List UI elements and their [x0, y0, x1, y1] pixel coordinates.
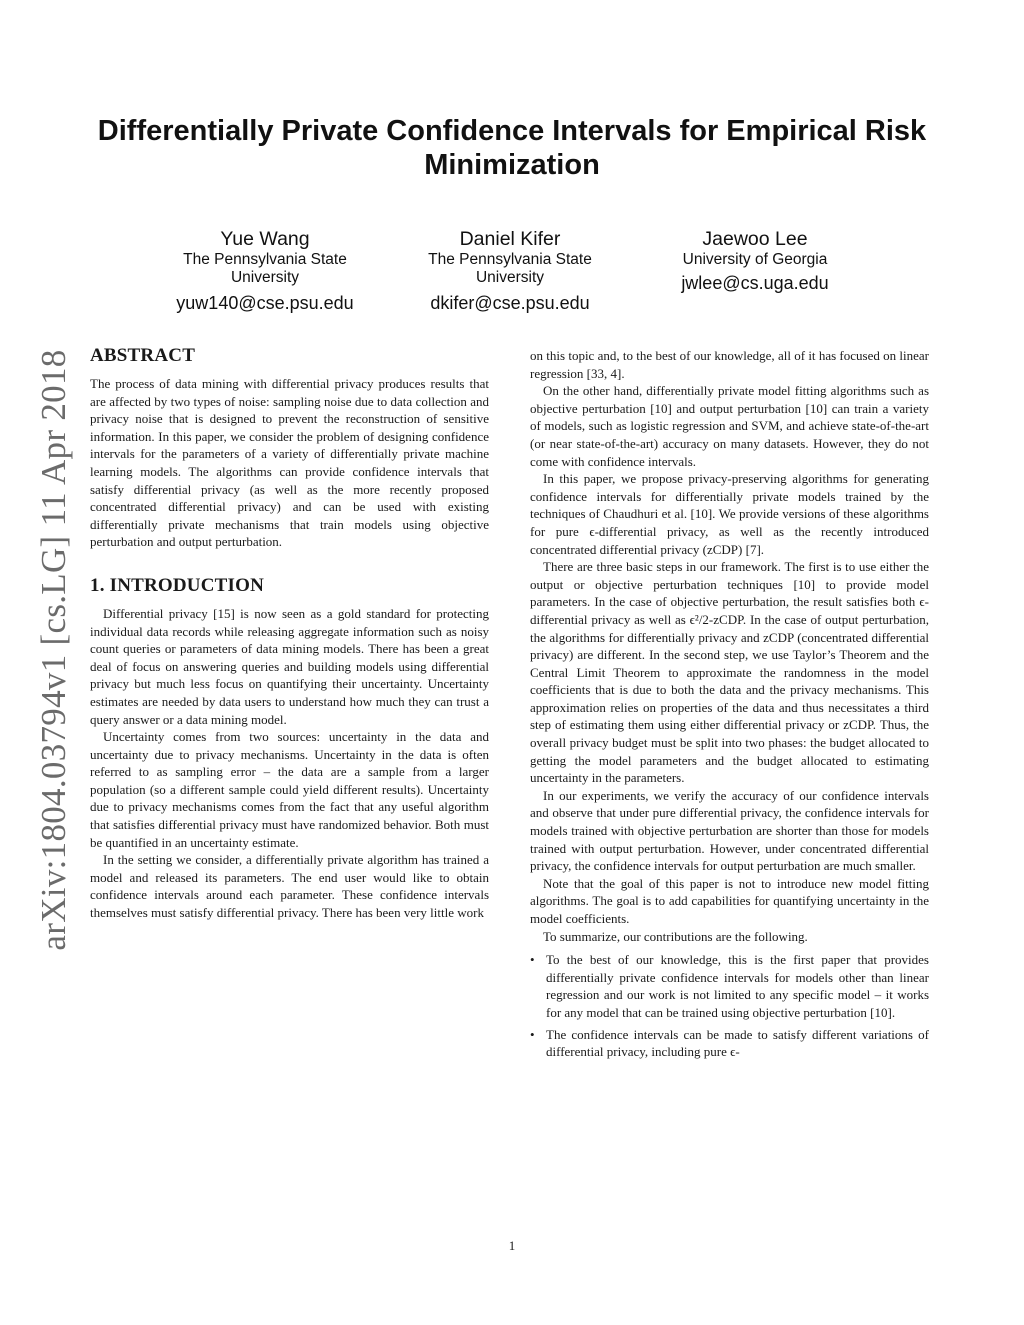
bullet-icon: •: [530, 952, 535, 968]
page-number: 1: [508, 1238, 516, 1253]
author-block: [645, 227, 865, 295]
list-item: [530, 1026, 929, 1061]
body-paragraph: on this topic and, to the best of our knowledge, all of it has focused on linear regression [33, 4].: [530, 348, 929, 381]
list-item-text: The confidence intervals can be made to satisfy different variations of differential privacy, including pure ϵ-: [546, 1026, 929, 1060]
right-column: [530, 347, 929, 1065]
body-paragraph: To summarize, our contributions are the following.: [543, 928, 808, 944]
abstract-text: The process of data mining with differential privacy produces results that are affected by two types of noise: sampling noise due to data collection and privacy noise that is designed to prevent the reconstruction of sensitive information. In this paper, we consider the problem of designing confidence intervals for the parameters of a variety of differentially private machine learning models. The algorithms can provide confidence intervals that satisfy differential privacy (as well as the more recently proposed concentrated differential privacy) and can be used with existing differentially private mechanisms that train models using objective perturbation and output perturbation.: [90, 376, 489, 550]
list-item-text: To the best of our knowledge, this is the first paper that provides differentially private confidence intervals for models other than linear regression and our work is not limited to any specific model – it works for any model that can be trained using objective perturbation [10].: [546, 952, 929, 1020]
bullet-icon: •: [530, 1026, 535, 1042]
left-column: [90, 345, 489, 922]
intro-paragraph: Uncertainty comes from two sources: uncertainty in the data and uncertainty due to privacy mechanisms. Uncertainty in the data is often referred to as sampling error – the data are a sample from a larger population (so a different sample could yield different results). Uncertainty due to privacy mechanisms comes from the fact that any useful algorithm that satisfies differential privacy must have randomized behavior. Both must be quantified in an uncertainty estimate.: [90, 729, 489, 850]
author-email: yuw140@cse.psu.edu: [176, 293, 354, 313]
author-block: [400, 227, 620, 315]
author-email: jwlee@cs.uga.edu: [681, 273, 829, 293]
paper-title: Differentially Private Confidence Intervals for Empirical Risk Minimization: [97, 115, 927, 181]
author-email: dkifer@cse.psu.edu: [430, 293, 590, 313]
author-name: Daniel Kifer: [459, 228, 561, 250]
introduction-heading: 1. INTRODUCTION: [90, 574, 265, 596]
author-name: Yue Wang: [220, 228, 310, 250]
arxiv-identifier: arXiv:1804.03794v1 [cs.LG] 11 Apr 2018: [34, 349, 73, 951]
intro-paragraph: Differential privacy [15] is now seen as a gold standard for protecting individual data records while releasing aggregate information such as noisy count queries or parameters of data mining models. There has been a great deal of focus on answering queries and building models using differential privacy but much less focus on quantifying their uncertainty. Uncertainty estimates are needed by data users to understand how much they can trust a query answer or a data mining model.: [90, 605, 489, 727]
body-paragraph: There are three basic steps in our framework. The first is to use either the output or objective perturbation techniques [10] to provide model parameters. In the case of objective perturbation, the result satisfies both ϵ-differential privacy as well as ϵ²/2-zCDP. In the case of output perturbation, the algorithms for differentially privacy and zCDP (concentrated differential privacy) are different. In the second step, we use Taylor’s Theorem and the Central Limit Theorem to approximate the randomness in the model coefficients that is due to both the data and the privacy mechanisms. This approximation relies on properties of the data and thus necessitates a third step of estimating them using either differential privacy or zCDP. Thus, the overall privacy budget must be split into two phases: the budget allocated to getting the model parameters and the budget allocated to estimating uncertainty in the parameters.: [530, 559, 929, 786]
abstract-heading: ABSTRACT: [90, 345, 196, 366]
body-paragraph: In this paper, we propose privacy-preserving algorithms for generating confidence intervals for differentially private models trained by the techniques of Chaudhuri et al. [10]. We provide versions of these algorithms for pure ϵ-differential privacy, as well as the recently introduced concentrated differential privacy (zCDP) [7].: [530, 471, 929, 557]
author-affiliation: The Pennsylvania State University: [183, 251, 347, 286]
list-item: [530, 951, 929, 1021]
body-paragraph: In our experiments, we verify the accuracy of our confidence intervals and observe that under pure differential privacy, the confidence intervals for models trained with objective perturbation are shorter than those for models trained with output perturbation. However, under concentrated differential privacy, the confidence intervals for output perturbation are much smaller.: [530, 787, 929, 874]
author-affiliation: The Pennsylvania State University: [428, 251, 592, 286]
author-block: [155, 227, 375, 315]
intro-paragraph: In the setting we consider, a differentially private algorithm has trained a model and released its parameters. The end user would like to obtain confidence intervals around each parameter. These confidence intervals themselves must satisfy differential privacy. There has been very little work: [90, 852, 489, 921]
body-paragraph: On the other hand, differentially private model fitting algorithms such as objective perturbation [10] and output perturbation [10] can train a variety of models, such as logistic regression and SVM, and achieve state-of-the-art (or near state-of-the-art) accuracy on many datasets. However, they do not come with confidence intervals.: [530, 383, 929, 469]
author-name: Jaewoo Lee: [702, 228, 808, 250]
author-affiliation: University of Georgia: [682, 251, 828, 268]
contributions-list: [530, 951, 929, 1061]
body-paragraph: Note that the goal of this paper is not to introduce new model fitting algorithms. The goal is to add capabilities for quantifying uncertainty in the model coefficients.: [530, 875, 929, 926]
